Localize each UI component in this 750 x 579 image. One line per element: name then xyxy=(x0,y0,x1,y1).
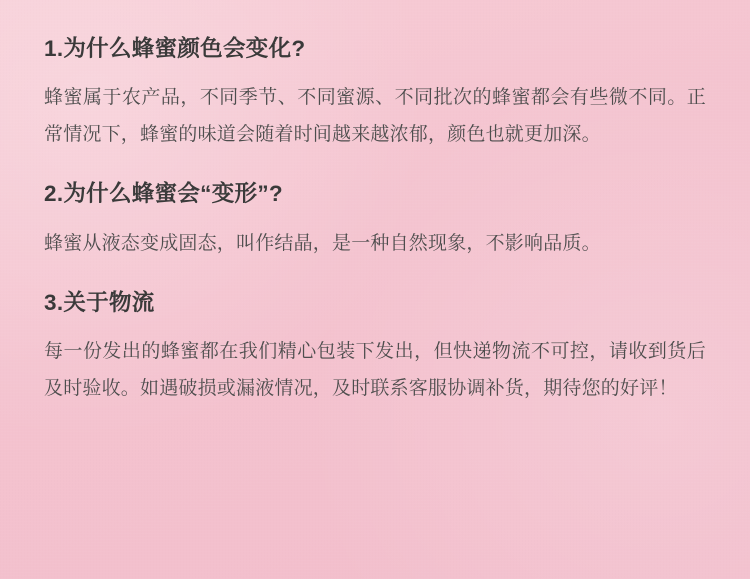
faq-item-1 xyxy=(44,34,706,153)
faq-question-2: 2.为什么蜂蜜会“变形”? xyxy=(44,181,283,207)
faq-question-3: 3.关于物流 xyxy=(44,289,155,315)
faq-answer-2: 蜂蜜从液态变成固态，叫作结晶，是一种自然现象，不影响品质。 xyxy=(44,232,601,254)
faq-answer-3: 每一份发出的蜂蜜都在我们精心包装下发出，但快递物流不可控，请收到货后及时验收。如遇破损或漏液情况，及时联系客服协调补货，期待您的好评！ xyxy=(44,341,706,400)
faq-content xyxy=(44,34,706,407)
faq-item-3 xyxy=(44,288,706,407)
faq-answer-1: 蜂蜜属于农产品，不同季节、不同蜜源、不同批次的蜂蜜都会有些微不同。正常情况下，蜂蜜的味道会随着时间越来越浓郁，颜色也就更加深。 xyxy=(44,87,706,146)
faq-item-2 xyxy=(44,179,706,261)
faq-question-1: 1.为什么蜂蜜颜色会变化? xyxy=(44,36,306,61)
